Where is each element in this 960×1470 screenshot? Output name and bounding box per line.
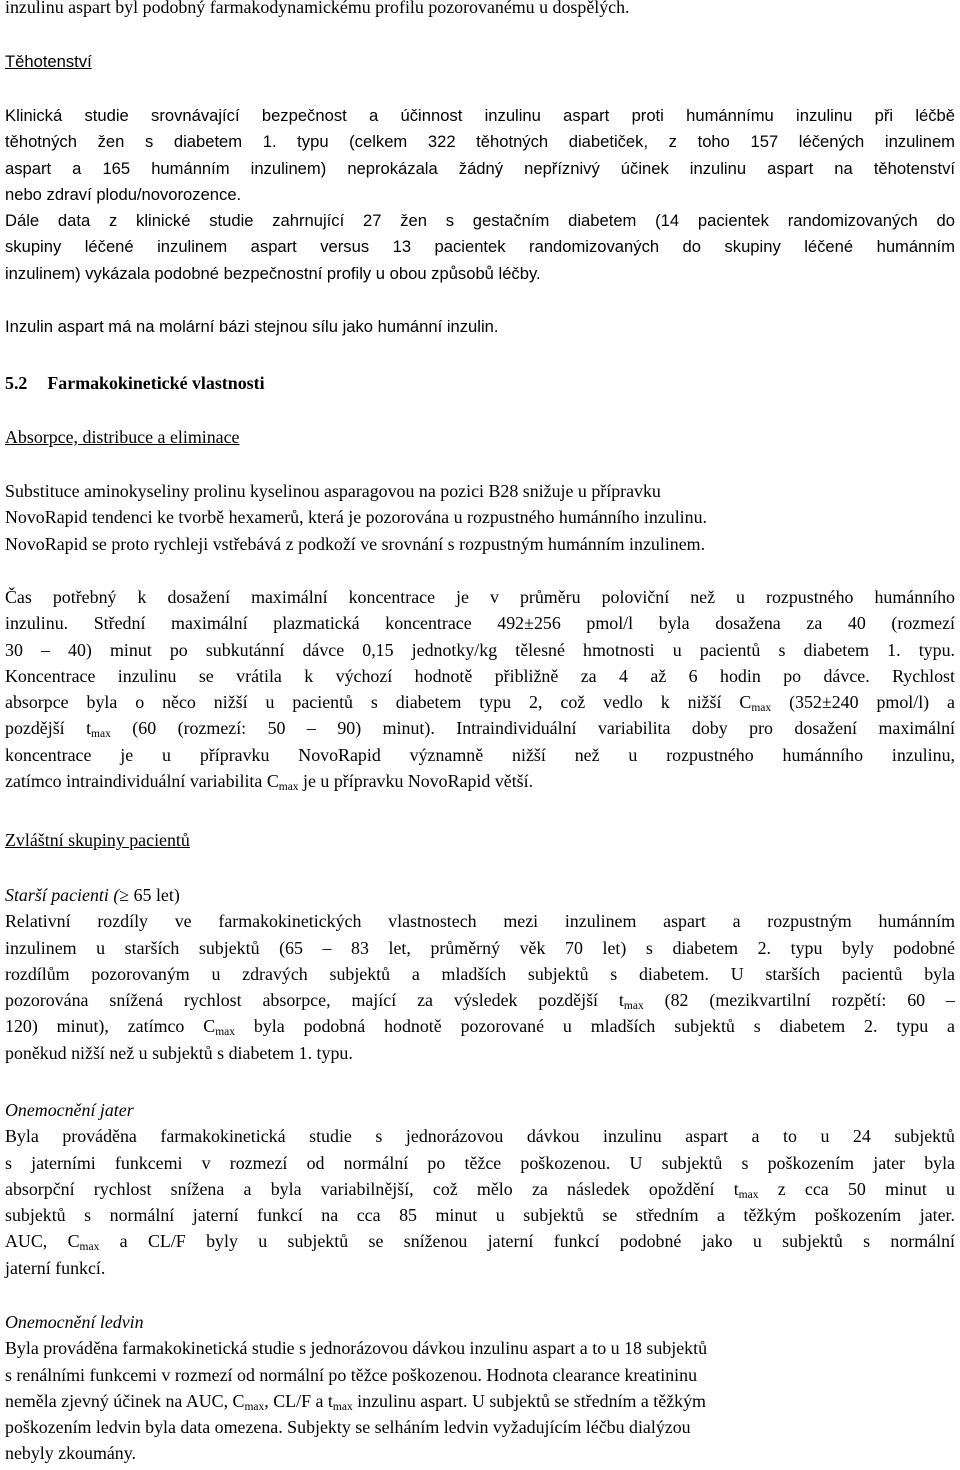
text-line: Byla prováděna farmakokinetická studie s jednorázovou dávkou inzulinu aspart a to u 18 subjektů xyxy=(5,1338,708,1359)
liver-section xyxy=(5,1097,955,1281)
elderly-section xyxy=(5,882,955,1066)
text-line: koncentrace je u přípravku NovoRapid významně nižší než u rozpustného humánního inzulinu, xyxy=(5,744,955,765)
text-line: pozorována snížená rychlost absorpce, mající za výsledek pozdější $t_{max}$ (82 (mezikvartilní rozpětí: 60 – xyxy=(5,990,955,1013)
special-populations-heading: Zvláštní skupiny pacientů xyxy=(5,830,190,850)
text-line: NovoRapid se proto rychleji vstřebává z podkoží ve srovnání s rozpustným humánním inzulinem. xyxy=(5,533,706,554)
text-line: AUC, $C_{max}$ a CL/F byly u subjektů se sníženou jaterní funkcí podobné jako u subjektů s normální xyxy=(5,1231,955,1254)
text-line: nebo zdraví plodu/novorozence. xyxy=(5,184,242,204)
text-line: těhotných žen s diabetem 1. typu (celkem 322 těhotných diabetiček, z toho 157 léčených inzulinem xyxy=(5,132,955,152)
text-line: Klinická studie srovnávající bezpečnost a účinnost inzulinu aspart proti humánnímu inzulinu při léčbě xyxy=(5,106,955,125)
molar-statement: Inzulin aspart má na molární bázi stejnou sílu jako humánní inzulin. xyxy=(5,317,499,336)
text-line: zatímco intraindividuální variabilita $C_{max}$ je u přípravku NovoRapid větší. xyxy=(5,771,534,794)
text-line: neměla zjevný účinek na AUC, $C_{max}$, CL/F a $t_{max}$ inzulinu aspart. U subjektů se středním a těžkým xyxy=(5,1390,706,1413)
text-line: absorpční rychlost snížena a byla variabilnější, což mělo za následek opoždění $t_{max}$ z cca 50 minut u xyxy=(5,1178,955,1201)
text-line: 120) minut), zatímco $C_{max}$ byla podobná hodnotě pozorované u mladších subjektů s diabetem 2. typu a xyxy=(5,1016,955,1039)
liver-title: Onemocnění jater xyxy=(5,1100,134,1120)
text-line: pozdější $t_{max}$ (60 (rozmezí: 50 – 90) minut). Intraindividuální variabilita doby pro dosažení maximální xyxy=(5,718,955,741)
absorption-paragraph-1 xyxy=(5,478,955,557)
text-line: Dále data z klinické studie zahrnující 27 žen s gestačním diabetem (14 pacientek randomizovaných do xyxy=(5,211,955,231)
text-line: rozdílům pozorovaným u zdravých subjektů a mladších subjektů s diabetem. U starších pacientů byla xyxy=(5,963,955,984)
text-line: aspart a 165 humánním inzulinem) neprokázala žádný nepříznivý účinek inzulinu aspart na těhotenství xyxy=(5,158,955,178)
elderly-title: Starší pacienti (≥ 65 let) xyxy=(5,885,180,905)
text-line: inzulinem) vykázala podobné bezpečnostní profily u obou způsobů léčby. xyxy=(5,263,541,283)
text-line: Byla prováděna farmakokinetická studie s jednorázovou dávkou inzulinu aspart a to u 24 subjektů xyxy=(5,1126,955,1147)
intro-fragment: inzulinu aspart byl podobný farmakodynamickému profilu pozorovanému u dospělých. xyxy=(5,0,630,17)
text-line: Relativní rozdíly ve farmakokinetických vlastnostech mezi inzulinem aspart a rozpustným humánním xyxy=(5,911,955,932)
section-title: Farmakokinetické vlastnosti xyxy=(47,373,265,393)
text-line: skupiny léčené inzulinem aspart versus 13 pacientek randomizovaných do skupiny léčené humánním xyxy=(5,237,955,257)
pregnancy-heading: Těhotenství xyxy=(5,52,92,71)
text-line: Substituce aminokyseliny prolinu kyselinou asparagovou na pozici B28 snižuje u přípravku xyxy=(5,481,661,501)
text-line: Čas potřebný k dosažení maximální koncentrace je v průměru poloviční než u rozpustného humánního xyxy=(5,587,955,607)
text-line: poněkud nižší než u subjektů s diabetem 1. typu. xyxy=(5,1042,353,1063)
text-line: Koncentrace inzulinu se vrátila k výchozí hodnotě přibližně za 4 až 6 hodin po dávce. Rychlost xyxy=(5,665,955,686)
text-line: nebyly zkoumány. xyxy=(5,1443,136,1464)
text-line: subjektů s normální jaterní funkcí na cca 85 minut u subjektů se středním a těžkým poškozením jater. xyxy=(5,1205,955,1226)
text-line: poškozením ledvin byla data omezena. Subjekty se selháním ledvin vyžadujícím léčbu dialýzou xyxy=(5,1417,691,1438)
section-number: 5.2 xyxy=(5,373,28,393)
absorption-paragraph-2 xyxy=(5,584,955,794)
text-line: s jaterními funkcemi v rozmezí od normální po těžce poškozenou. U subjektů s poškozením jater byla xyxy=(5,1152,955,1173)
greater-equal-symbol: ≥ xyxy=(119,885,130,905)
kidney-section xyxy=(5,1309,955,1467)
pregnancy-paragraph xyxy=(5,103,955,287)
text-line: jaterní funkcí. xyxy=(5,1257,106,1278)
absorption-heading: Absorpce, distribuce a eliminace xyxy=(5,427,240,447)
text-line: inzulinu. Střední maximální plazmatická koncentrace 492±256 pmol/l byla dosažena za 40 (rozmezí xyxy=(5,613,955,634)
text-line: 30 – 40) minut po subkutánní dávce 0,15 jednotky/kg tělesné hmotnosti u pacientů s diabetem 1. typu. xyxy=(5,639,955,660)
text-line: s renálními funkcemi v rozmezí od normální po těžce poškozenou. Hodnota clearance kreatininu xyxy=(5,1364,698,1385)
text-line: absorpce byla o něco nižší u pacientů s diabetem typu 2, což vedlo k nižší $C_{max}$ (352±240 pmol/l) a xyxy=(5,692,956,715)
text-line: inzulinem u starších subjektů (65 – 83 let, průměrný věk 70 let) s diabetem 2. typu byly podobné xyxy=(5,937,955,958)
kidney-title: Onemocnění ledvin xyxy=(5,1312,144,1332)
section-heading xyxy=(5,370,955,396)
text-line: NovoRapid tendenci ke tvorbě hexamerů, která je pozorována u rozpustného humánního inzulinu. xyxy=(5,507,707,528)
